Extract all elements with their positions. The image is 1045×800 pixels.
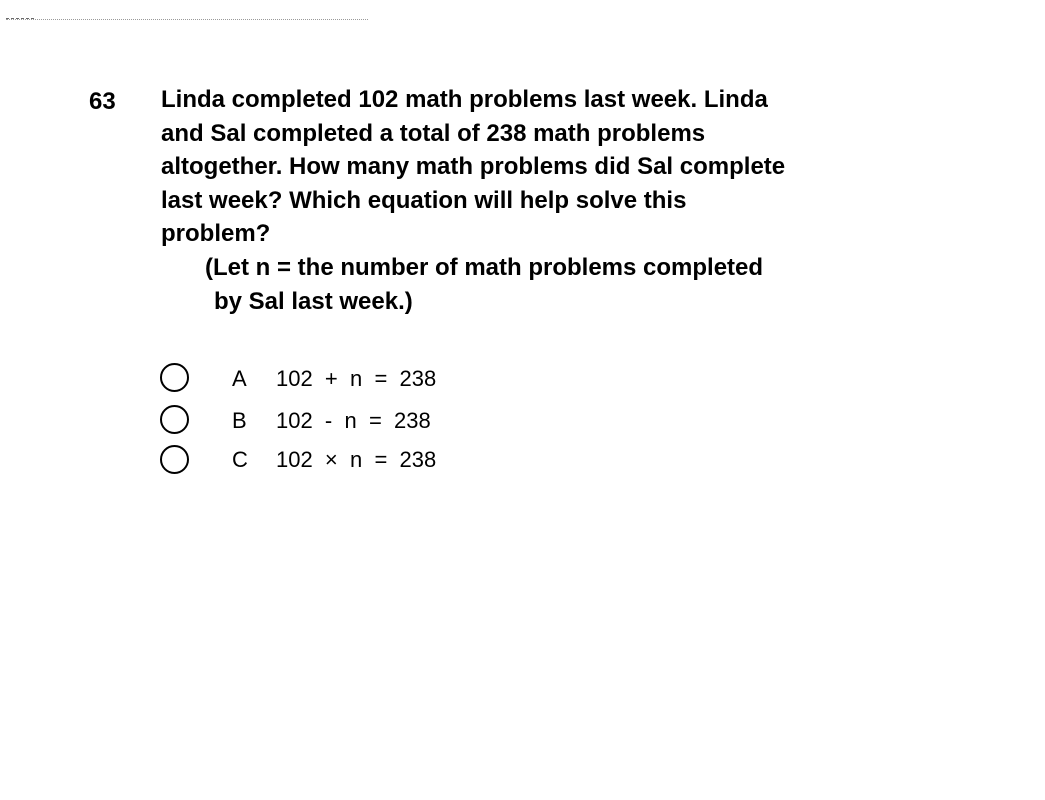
choice-letter-b: B — [232, 408, 247, 433]
question-line: last week? Which equation will help solve this — [161, 186, 687, 214]
question-line: and Sal completed a total of 238 math problems — [161, 119, 706, 147]
choice-equation-c: 102 × n = 238 — [276, 447, 437, 472]
top-dotted-rule — [6, 19, 368, 20]
choice-equation-a: 102 + n = 238 — [276, 366, 437, 391]
question-number: 63 — [89, 88, 116, 115]
radio-bubble-b[interactable] — [160, 405, 189, 434]
question-text — [161, 83, 901, 318]
choice-letter-c: C — [232, 447, 248, 472]
choice-equation-b: 102 - n = 238 — [276, 408, 431, 433]
question-line: altogether. How many math problems did Sal complete — [161, 153, 786, 181]
answer-choice-b[interactable] — [160, 404, 480, 438]
question-note-line: (Let n = the number of math problems completed — [205, 253, 764, 281]
choice-letter-a: A — [232, 366, 247, 391]
question-note-line: by Sal last week.) — [214, 287, 413, 315]
radio-bubble-a[interactable] — [160, 363, 189, 392]
radio-bubble-c[interactable] — [160, 445, 189, 474]
question-line: Linda completed 102 math problems last week. Linda — [161, 86, 768, 113]
answer-choice-a[interactable] — [160, 362, 480, 396]
answer-choice-c[interactable] — [160, 444, 480, 478]
question-line: problem? — [161, 220, 271, 248]
top-rule-lead — [6, 18, 34, 19]
